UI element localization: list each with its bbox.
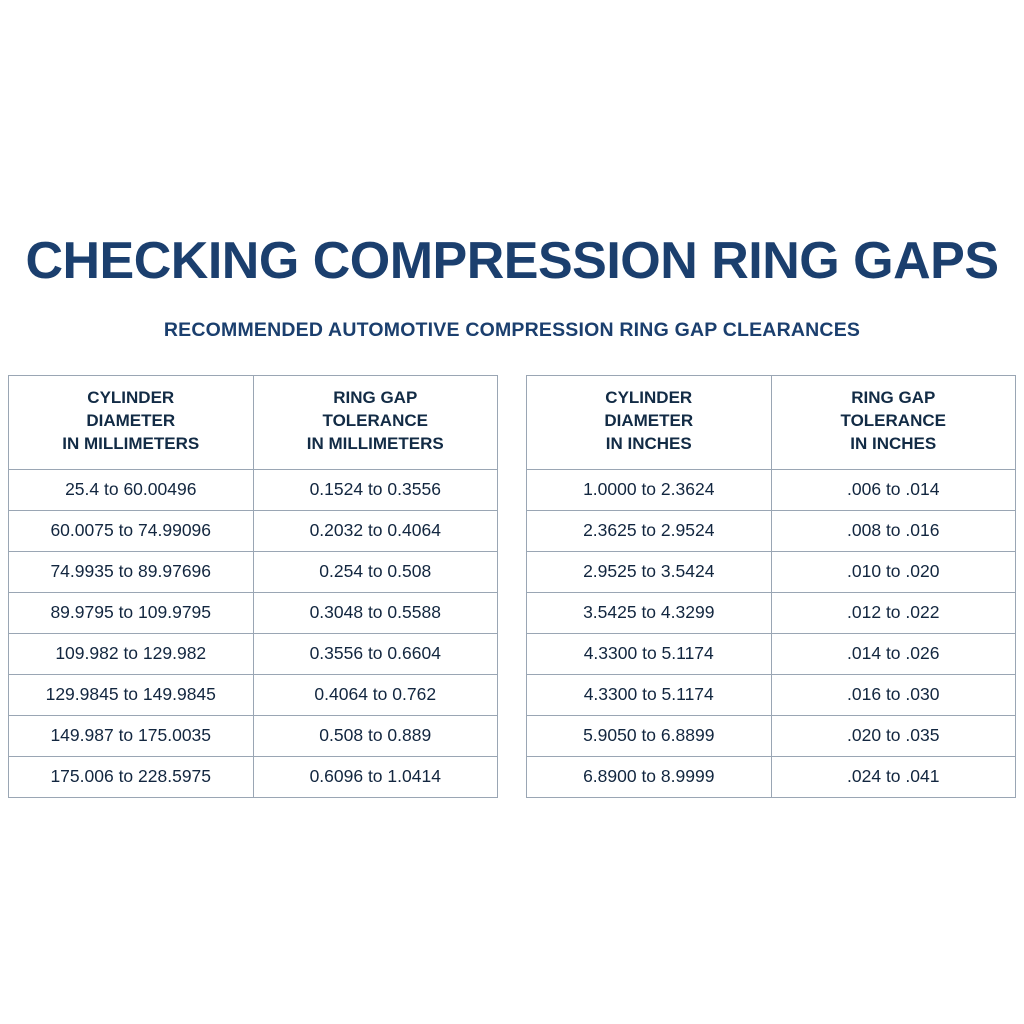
- table-row: [9, 592, 498, 633]
- page-title: CHECKING COMPRESSION RING GAPS: [25, 231, 999, 290]
- table-row: [9, 715, 498, 756]
- table-row: [9, 469, 498, 510]
- cell-diameter: 175.006 to 228.5975: [9, 756, 254, 797]
- cell-tolerance: 0.3556 to 0.6604: [253, 633, 498, 674]
- cell-diameter: 2.9525 to 3.5424: [527, 551, 772, 592]
- cell-tolerance: .010 to .020: [771, 551, 1016, 592]
- cell-tolerance: 0.508 to 0.889: [253, 715, 498, 756]
- cell-diameter: 3.5425 to 4.3299: [527, 592, 772, 633]
- header-line-2: TOLERANCE: [840, 410, 946, 430]
- imperial-table-body: [527, 469, 1016, 797]
- cell-tolerance: .008 to .016: [771, 510, 1016, 551]
- cell-diameter: 60.0075 to 74.99096: [9, 510, 254, 551]
- imperial-ring-gap-tolerance-header: [771, 376, 1016, 470]
- imperial-table-head: [527, 376, 1016, 470]
- cell-tolerance: 0.4064 to 0.762: [253, 674, 498, 715]
- table-row: [527, 633, 1016, 674]
- header-line-1: CYLINDER: [605, 388, 693, 407]
- metric-ring-gap-tolerance-header: [253, 376, 498, 470]
- table-row: [527, 551, 1016, 592]
- cell-tolerance: .016 to .030: [771, 674, 1016, 715]
- table-row: [527, 592, 1016, 633]
- table-row: [527, 715, 1016, 756]
- cell-tolerance: .024 to .041: [771, 756, 1016, 797]
- cell-diameter: 5.9050 to 6.8899: [527, 715, 772, 756]
- table-header-row: [9, 376, 498, 470]
- table-header-row: [527, 376, 1016, 470]
- header-line-2: DIAMETER: [604, 410, 694, 430]
- table-row: [527, 469, 1016, 510]
- header-line-3: IN MILLIMETERS: [62, 433, 200, 453]
- cell-diameter: 4.3300 to 5.1174: [527, 674, 772, 715]
- table-row: [9, 674, 498, 715]
- metric-table-head: [9, 376, 498, 470]
- cell-diameter: 109.982 to 129.982: [9, 633, 254, 674]
- cell-diameter: 6.8900 to 8.9999: [527, 756, 772, 797]
- header-line-3: IN MILLIMETERS: [306, 433, 444, 453]
- cell-tolerance: 0.3048 to 0.5588: [253, 592, 498, 633]
- page-subtitle: RECOMMENDED AUTOMOTIVE COMPRESSION RING GAP CLEARANCES: [163, 319, 861, 342]
- header-line-1: CYLINDER: [87, 388, 175, 407]
- imperial-table: [526, 375, 1016, 798]
- table-row: [527, 756, 1016, 797]
- table-row: [9, 633, 498, 674]
- cell-tolerance: .014 to .026: [771, 633, 1016, 674]
- cell-diameter: 89.9795 to 109.9795: [9, 592, 254, 633]
- table-row: [9, 510, 498, 551]
- header-line-2: DIAMETER: [86, 410, 176, 430]
- table-row: [527, 510, 1016, 551]
- imperial-cylinder-diameter-header: [527, 376, 772, 470]
- header-line-2: TOLERANCE: [322, 410, 428, 430]
- table-row: [527, 674, 1016, 715]
- cell-diameter: 129.9845 to 149.9845: [9, 674, 254, 715]
- cell-tolerance: 0.1524 to 0.3556: [253, 469, 498, 510]
- cell-tolerance: .020 to .035: [771, 715, 1016, 756]
- header-line-3: IN INCHES: [605, 433, 692, 453]
- cell-tolerance: 0.254 to 0.508: [253, 551, 498, 592]
- metric-table-body: [9, 469, 498, 797]
- cell-diameter: 74.9935 to 89.97696: [9, 551, 254, 592]
- cell-diameter: 149.987 to 175.0035: [9, 715, 254, 756]
- table-row: [9, 756, 498, 797]
- tables-container: [0, 375, 1024, 798]
- cell-diameter: 25.4 to 60.00496: [9, 469, 254, 510]
- metric-cylinder-diameter-header: [9, 376, 254, 470]
- metric-table: [8, 375, 498, 798]
- cell-diameter: 1.0000 to 2.3624: [527, 469, 772, 510]
- cell-diameter: 4.3300 to 5.1174: [527, 633, 772, 674]
- header-line-1: RING GAP: [851, 388, 936, 407]
- header-line-1: RING GAP: [333, 388, 418, 407]
- header-line-3: IN INCHES: [850, 433, 937, 453]
- cell-tolerance: 0.6096 to 1.0414: [253, 756, 498, 797]
- cell-tolerance: .012 to .022: [771, 592, 1016, 633]
- cell-tolerance: 0.2032 to 0.4064: [253, 510, 498, 551]
- cell-diameter: 2.3625 to 2.9524: [527, 510, 772, 551]
- cell-tolerance: .006 to .014: [771, 469, 1016, 510]
- table-row: [9, 551, 498, 592]
